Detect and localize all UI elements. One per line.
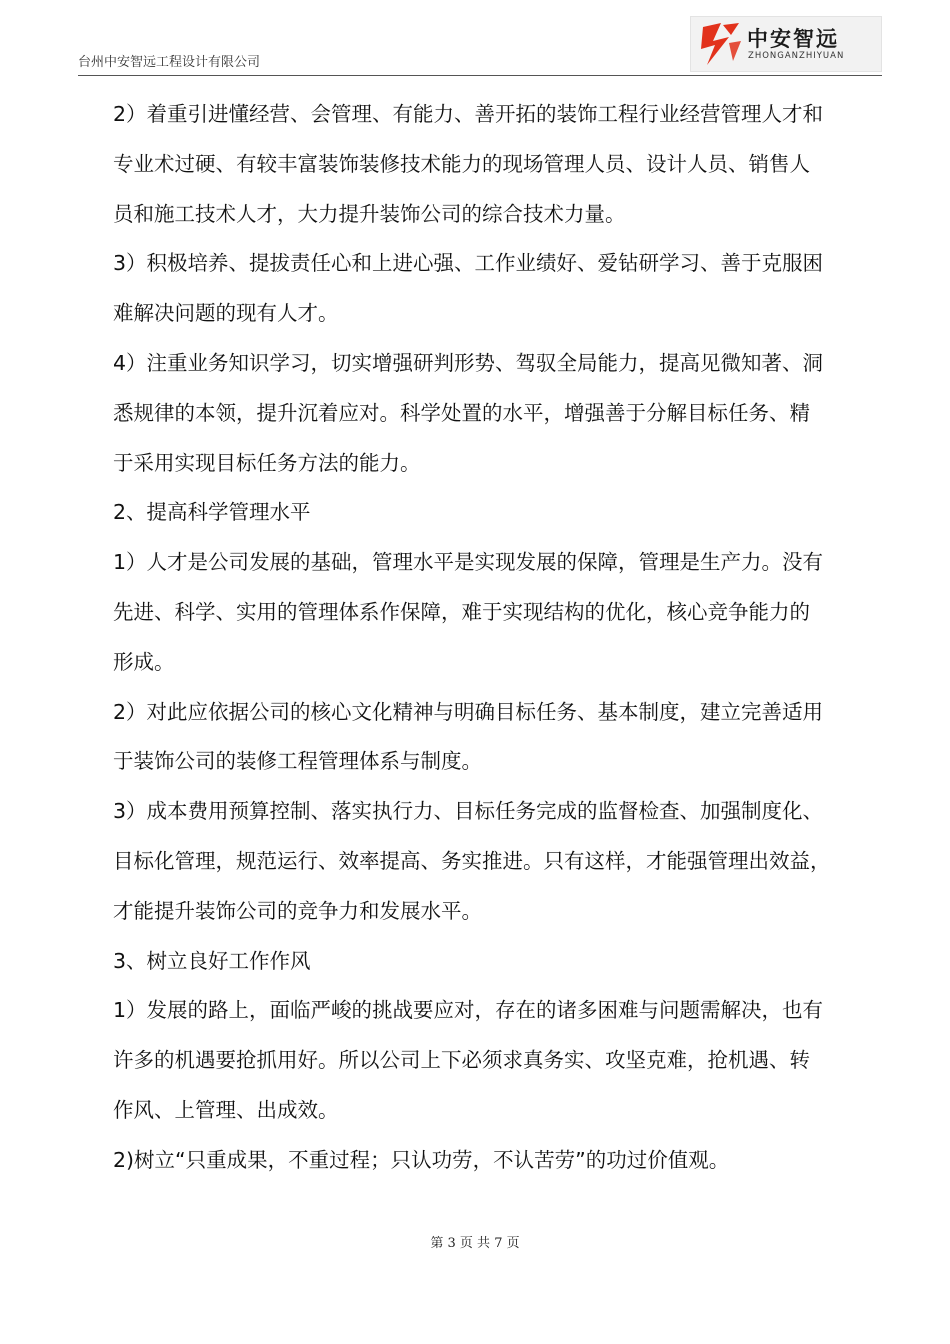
body-line: 1）发展的路上，面临严峻的挑战要应对，存在的诸多困难与问题需解决，也有 <box>113 998 824 1023</box>
body-line: 目标化管理，规范运行、效率提高、务实推进。只有这样，才能强管理出效益， <box>113 848 831 873</box>
body-line: 4）注重业务知识学习，切实增强研判形势、驾驭全局能力，提高见微知著、洞 <box>113 350 824 375</box>
body-line: 形成。 <box>113 649 175 674</box>
body-line: 3）积极培养、提拔责任心和上进心强、工作业绩好、爱钻研学习、善于克服困 <box>113 251 824 276</box>
body-line: 2）着重引进懂经营、会管理、有能力、善开拓的装饰工程行业经营管理人才和 <box>113 102 824 126</box>
body-line: 于装饰公司的装修工程管理体系与制度。 <box>113 749 482 774</box>
body-line: 悉规律的本领，提升沉着应对。科学处置的水平，增强善于分解目标任务、精 <box>113 400 810 425</box>
body-line: 3）成本费用预算控制、落实执行力、目标任务完成的监督检查、加强制度化、 <box>113 799 824 824</box>
section-heading: 2、提高科学管理水平 <box>113 500 311 525</box>
body-line: 1）人才是公司发展的基础，管理水平是实现发展的保障，管理是生产力。没有 <box>113 550 824 575</box>
logo-text-cn: 中安智远 <box>747 27 839 51</box>
page-header <box>78 14 882 76</box>
company-logo <box>690 16 882 72</box>
body-line: 2)树立“只重成果，不重过程；只认功劳，不认苦劳”的功过价值观。 <box>113 1147 730 1172</box>
body-line: 先进、科学、实用的管理体系作保障，难于实现结构的优化，核心竞争能力的 <box>113 599 810 624</box>
body-line: 许多的机遇要抢抓用好。所以公司上下必须求真务实、攻坚克难，抢机遇、转 <box>113 1048 810 1073</box>
logo-text-en: ZHONGANZHIYUAN <box>748 51 845 61</box>
logo-icon <box>699 21 743 67</box>
body-line: 才能提升装饰公司的竞争力和发展水平。 <box>113 898 482 923</box>
body-line: 难解决问题的现有人才。 <box>113 301 339 326</box>
body-line: 于采用实现目标任务方法的能力。 <box>113 450 421 475</box>
body-line: 员和施工技术人才，大力提升装饰公司的综合技术力量。 <box>113 201 626 226</box>
body-line: 作风、上管理、出成效。 <box>113 1097 339 1122</box>
document-body <box>113 90 893 1186</box>
header-divider <box>78 75 882 76</box>
section-heading: 3、树立良好工作作风 <box>113 948 311 973</box>
header-company-name: 台州中安智远工程设计有限公司 <box>78 55 261 70</box>
body-line: 专业术过硬、有较丰富装饰装修技术能力的现场管理人员、设计人员、销售人 <box>113 151 810 176</box>
page-number: 第 3 页 共 7 页 <box>430 1236 520 1251</box>
body-line: 2）对此应依据公司的核心文化精神与明确目标任务、基本制度，建立完善适用 <box>113 699 824 724</box>
